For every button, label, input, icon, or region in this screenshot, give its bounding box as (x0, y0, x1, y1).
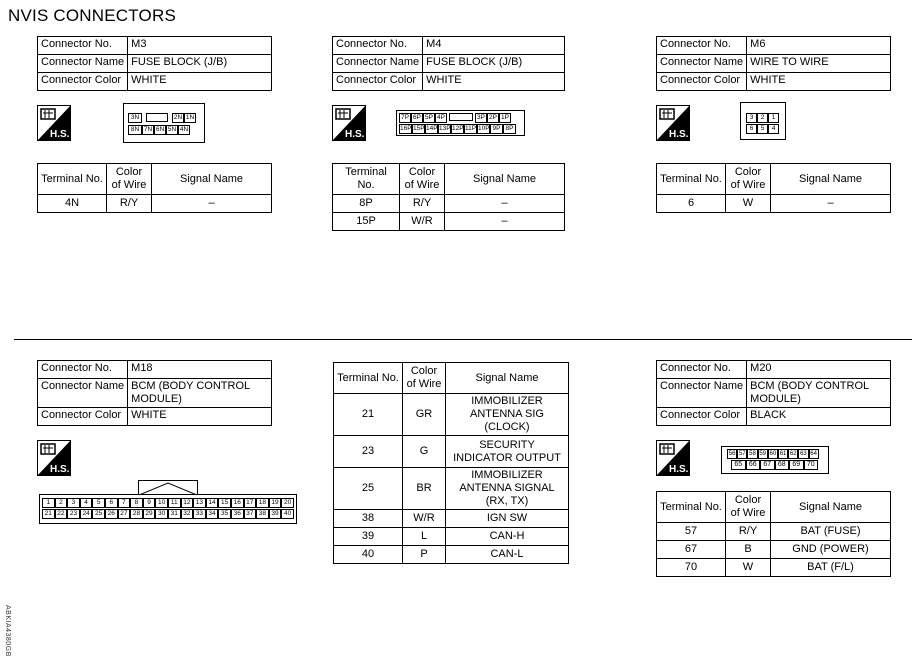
pin: 18 (256, 498, 269, 508)
pin: 17 (244, 498, 257, 508)
pin: 5P (423, 113, 435, 123)
harness-side-icon (37, 440, 71, 476)
table-row (334, 468, 569, 510)
pin: 35 (218, 509, 231, 519)
terminal-table-m3 (37, 163, 272, 213)
signal-name-cell: IMMOBILIZER ANTENNA SIGNAL (RX, TX) (446, 468, 569, 510)
label-connector-no: Connector No. (333, 37, 423, 55)
pin: 7P (399, 113, 411, 123)
wire-color-cell: BR (403, 468, 446, 510)
wire-color-cell: W (726, 559, 771, 577)
wire-color-cell: W/R (400, 213, 445, 231)
connector-face-m6 (740, 102, 786, 140)
signal-name-cell: CAN-L (446, 546, 569, 564)
wire-color-cell: P (403, 546, 446, 564)
pin: 69 (789, 460, 804, 470)
pin: 6P (411, 113, 423, 123)
pin: 6N (155, 126, 165, 133)
pin: 2 (757, 113, 768, 123)
label-connector-name: Connector Name (38, 55, 128, 73)
connector-face-m20 (721, 446, 829, 474)
signal-name-cell: IGN SW (446, 510, 569, 528)
connector-name-value: WIRE TO WIRE (747, 55, 891, 73)
pin: 15P (413, 125, 425, 132)
connector-name-value: FUSE BLOCK (J/B) (423, 55, 565, 73)
pin: 2P (487, 113, 499, 123)
pin: 57 (738, 451, 746, 457)
header-color-of-wire: Color of Wire (403, 363, 446, 394)
connector-info-m6 (656, 36, 891, 91)
table-row (657, 541, 891, 559)
pin: 28 (130, 509, 143, 519)
pin: 12 (181, 498, 194, 508)
pin: 14P (426, 125, 438, 132)
label-connector-no: Connector No. (657, 37, 747, 55)
connector-color-value: WHITE (747, 73, 891, 91)
terminal-table-m20 (656, 491, 891, 577)
pin: 8N (128, 125, 142, 135)
signal-name-cell: BAT (F/L) (771, 559, 891, 577)
terminal-no-cell: 70 (657, 559, 726, 577)
section-divider (14, 339, 912, 340)
terminal-table-m18 (333, 362, 569, 564)
pin: 31 (168, 509, 181, 519)
connector-color-value: WHITE (128, 408, 272, 426)
terminal-no-cell: 4N (38, 195, 107, 213)
header-terminal-no: Terminal No. (657, 164, 726, 195)
pin: 13 (193, 498, 206, 508)
terminal-table-m6 (656, 163, 891, 213)
harness-side-icon (332, 105, 366, 141)
pin: 20 (281, 498, 294, 508)
terminal-no-cell: 40 (334, 546, 403, 564)
connector-lock-tab (449, 113, 473, 121)
figure-code: ABKIA4380GB (4, 605, 11, 657)
pin: 19 (269, 498, 282, 508)
label-connector-no: Connector No. (657, 361, 747, 379)
label-connector-color: Connector Color (38, 73, 128, 91)
hs-label: H.S. (50, 464, 70, 475)
table-row (333, 213, 565, 231)
header-terminal-no: Terminal No. (333, 164, 400, 195)
table-row (334, 528, 569, 546)
pin: 36 (231, 509, 244, 519)
terminal-table-m4 (332, 163, 565, 231)
pin: 58 (749, 451, 756, 457)
signal-name-cell: – (445, 195, 565, 213)
table-row (333, 195, 565, 213)
connector-no-value: M6 (747, 37, 891, 55)
pin: 24 (80, 509, 93, 519)
connector-color-value: WHITE (128, 73, 272, 91)
hs-label: H.S. (50, 129, 70, 140)
pin: 59 (759, 451, 766, 457)
pin: 4N (179, 126, 189, 133)
terminal-no-cell: 25 (334, 468, 403, 510)
header-terminal-no: Terminal No. (657, 492, 726, 523)
hs-label: H.S. (669, 464, 689, 475)
pin: 8 (130, 498, 143, 508)
pin: 65 (731, 460, 746, 470)
connector-face-m3 (123, 103, 205, 143)
label-connector-no: Connector No. (38, 37, 128, 55)
wire-color-cell: W/R (403, 510, 446, 528)
connector-info-m18 (37, 360, 272, 426)
table-row (334, 436, 569, 468)
pin: 22 (55, 509, 68, 519)
pin: 29 (143, 509, 156, 519)
harness-side-icon (656, 105, 690, 141)
pin: 12P (452, 125, 464, 132)
pin: 13P (439, 125, 451, 132)
pin: 5 (92, 498, 105, 508)
pin: 16P (400, 125, 412, 132)
pin: 27 (118, 509, 131, 519)
pin: 61 (779, 451, 787, 457)
signal-name-cell: CAN-H (446, 528, 569, 546)
connector-info-m3 (37, 36, 272, 91)
header-terminal-no: Terminal No. (334, 363, 403, 394)
connector-info-m20 (656, 360, 891, 426)
terminal-no-cell: 39 (334, 528, 403, 546)
harness-side-icon (656, 440, 690, 476)
pin: 5 (757, 124, 768, 134)
terminal-no-cell: 15P (333, 213, 400, 231)
header-signal-name: Signal Name (445, 164, 565, 195)
pin: 66 (746, 460, 761, 470)
table-row (657, 195, 891, 213)
pin: 21 (42, 509, 55, 519)
wire-color-cell: R/Y (726, 523, 771, 541)
terminal-no-cell: 67 (657, 541, 726, 559)
pin: 62 (789, 451, 797, 457)
pin: 4P (435, 113, 447, 123)
connector-lock-tab (146, 113, 168, 122)
header-terminal-no: Terminal No. (38, 164, 107, 195)
table-row (334, 394, 569, 436)
connector-color-value: WHITE (423, 73, 565, 91)
pin: 3N (128, 113, 142, 123)
connector-no-value: M18 (128, 361, 272, 379)
table-row (38, 195, 272, 213)
label-connector-name: Connector Name (657, 379, 747, 408)
label-connector-name: Connector Name (333, 55, 423, 73)
connector-color-value: BLACK (747, 408, 891, 426)
signal-name-cell: – (152, 195, 272, 213)
pin: 33 (193, 509, 206, 519)
label-connector-color: Connector Color (657, 408, 747, 426)
connector-info-m4 (332, 36, 565, 91)
wire-color-cell: G (403, 436, 446, 468)
pin: 40 (281, 509, 294, 519)
signal-name-cell: – (445, 213, 565, 231)
header-color-of-wire: Color of Wire (107, 164, 152, 195)
terminal-no-cell: 38 (334, 510, 403, 528)
pin: 63 (800, 451, 807, 457)
terminal-no-cell: 21 (334, 394, 403, 436)
pin: 32 (181, 509, 194, 519)
pin: 11 (168, 498, 181, 508)
connector-face-m4 (396, 110, 525, 136)
label-connector-name: Connector Name (657, 55, 747, 73)
wire-color-cell: B (726, 541, 771, 559)
wire-color-cell: R/Y (107, 195, 152, 213)
pin: 1 (42, 498, 55, 508)
hs-label: H.S. (669, 129, 689, 140)
pin: 7 (118, 498, 131, 508)
connector-name-value: BCM (BODY CONTROL MODULE) (747, 379, 891, 408)
pin: 30 (155, 509, 168, 519)
table-row (334, 546, 569, 564)
table-row (657, 559, 891, 577)
pin: 10 (155, 498, 168, 508)
signal-name-cell: SECURITY INDICATOR OUTPUT (446, 436, 569, 468)
label-connector-color: Connector Color (333, 73, 423, 91)
pin: 8P (503, 124, 516, 134)
header-signal-name: Signal Name (152, 164, 272, 195)
header-signal-name: Signal Name (446, 363, 569, 394)
pin: 34 (206, 509, 219, 519)
label-connector-color: Connector Color (657, 73, 747, 91)
connector-face-m18 (39, 494, 297, 524)
header-color-of-wire: Color of Wire (400, 164, 445, 195)
connector-no-value: M4 (423, 37, 565, 55)
pin: 15 (218, 498, 231, 508)
pin: 3P (475, 113, 487, 123)
header-color-of-wire: Color of Wire (726, 164, 771, 195)
table-row (657, 523, 891, 541)
signal-name-cell: IMMOBILIZER ANTENNA SIG (CLOCK) (446, 394, 569, 436)
table-row (334, 510, 569, 528)
wire-color-cell: W (726, 195, 771, 213)
signal-name-cell: – (771, 195, 891, 213)
signal-name-cell: BAT (FUSE) (771, 523, 891, 541)
pin: 9 (143, 498, 156, 508)
pin: 6 (746, 124, 757, 134)
pin: 70 (804, 460, 819, 470)
pin: 1P (499, 113, 511, 123)
connector-no-value: M3 (128, 37, 272, 55)
pin: 10P (478, 125, 490, 132)
pin: 1 (768, 113, 779, 123)
connector-name-value: FUSE BLOCK (J/B) (128, 55, 272, 73)
pin: 1N (185, 114, 195, 121)
pin: 7N (143, 126, 153, 133)
wire-color-cell: L (403, 528, 446, 546)
terminal-no-cell: 6 (657, 195, 726, 213)
label-connector-name: Connector Name (38, 379, 128, 408)
pin: 67 (760, 460, 775, 470)
page-title: NVIS CONNECTORS (8, 6, 176, 25)
pin: 9P (490, 124, 503, 134)
harness-side-icon (37, 105, 71, 141)
pin: 14 (206, 498, 219, 508)
label-connector-color: Connector Color (38, 408, 128, 426)
pin: 3 (67, 498, 80, 508)
pin: 23 (67, 509, 80, 519)
pin: 4 (768, 124, 779, 134)
header-color-of-wire: Color of Wire (726, 492, 771, 523)
pin: 2 (55, 498, 68, 508)
terminal-no-cell: 57 (657, 523, 726, 541)
pin: 26 (105, 509, 118, 519)
pin: 68 (775, 460, 790, 470)
hs-label: H.S. (345, 129, 365, 140)
terminal-no-cell: 23 (334, 436, 403, 468)
header-signal-name: Signal Name (771, 492, 891, 523)
pin: 37 (244, 509, 257, 519)
pin: 25 (92, 509, 105, 519)
pin: 16 (231, 498, 244, 508)
pin: 3 (746, 113, 757, 123)
pin: 60 (769, 451, 777, 457)
terminal-no-cell: 8P (333, 195, 400, 213)
pin: 38 (256, 509, 269, 519)
pin: 11P (465, 125, 477, 132)
connector-no-value: M20 (747, 361, 891, 379)
header-signal-name: Signal Name (771, 164, 891, 195)
pin: 2N (173, 114, 183, 121)
pin: 39 (269, 509, 282, 519)
pin: 6 (105, 498, 118, 508)
label-connector-no: Connector No. (38, 361, 128, 379)
signal-name-cell: GND (POWER) (771, 541, 891, 559)
pin: 56 (728, 451, 736, 457)
pin: 4 (80, 498, 93, 508)
pin: 64 (810, 451, 817, 457)
connector-name-value: BCM (BODY CONTROL MODULE) (128, 379, 272, 408)
wire-color-cell: R/Y (400, 195, 445, 213)
wire-color-cell: GR (403, 394, 446, 436)
pin: 5N (167, 126, 177, 133)
